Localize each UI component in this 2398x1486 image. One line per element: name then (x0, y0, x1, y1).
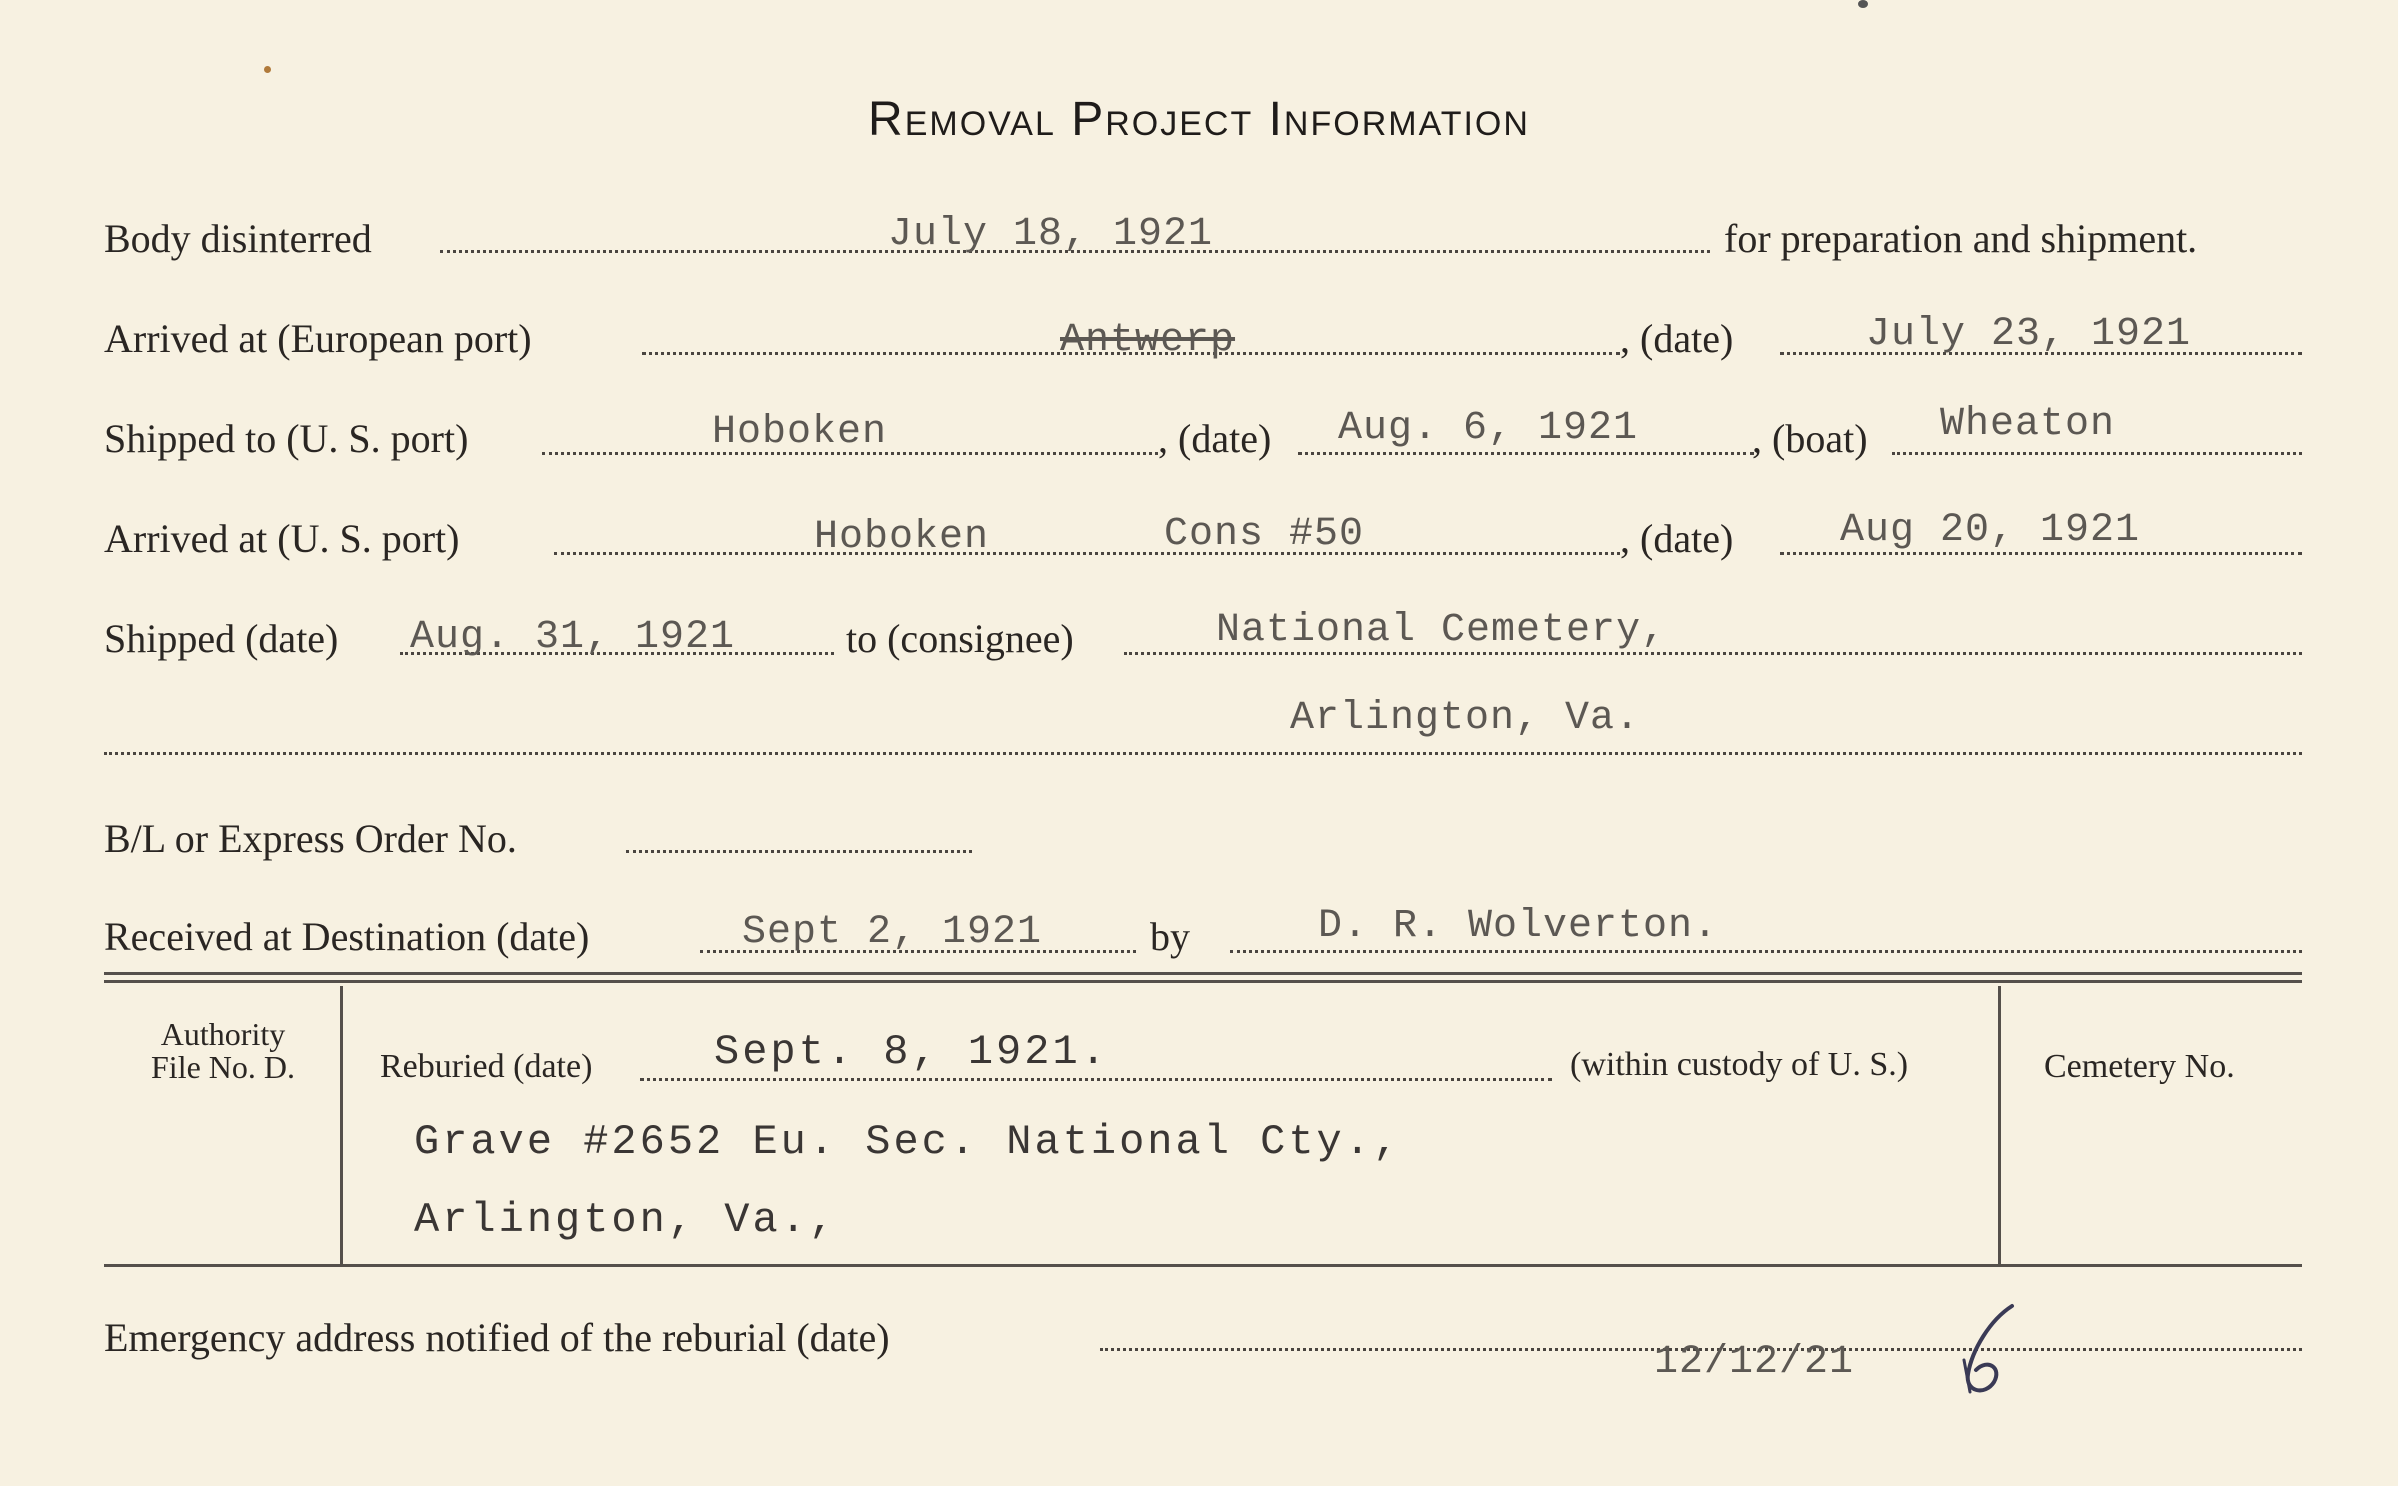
received-date: Sept 2, 1921 (742, 910, 1043, 955)
shipped-us-label: Shipped to (U. S. port) (104, 416, 469, 461)
authority-file (110, 1018, 336, 1084)
box-top-rule (104, 972, 2302, 975)
bl-line (626, 850, 972, 853)
emergency-date: 12/12/21 (1654, 1340, 1855, 1385)
arrived-us-date: Aug 20, 1921 (1840, 508, 2141, 553)
arrived-us-port: Hoboken (814, 515, 990, 560)
consignee-line1: National Cemetery, (1216, 608, 1667, 653)
consignee-line2: Arlington, Va. (1290, 696, 1641, 741)
boat-label: , (boat) (1752, 416, 1868, 461)
shipped-us-date: Aug. 6, 1921 (1338, 406, 1639, 451)
consignee-label: to (consignee) (846, 616, 1074, 661)
received-by: D. R. Wolverton. (1318, 904, 1719, 949)
disinterred-date: July 18, 1921 (888, 212, 1214, 257)
card-title: Removal Project Information (868, 93, 1530, 146)
box-top-rule-2 (104, 980, 2302, 983)
arrived-european-label: Arrived at (European port) (104, 316, 532, 361)
shipped-us-date-label: , (date) (1158, 416, 1272, 461)
box-divider-left (340, 986, 343, 1264)
reburied-line (640, 1078, 1552, 1081)
paper-speck (264, 66, 271, 73)
arrived-us-line (554, 552, 1620, 555)
disinterred-label: Body disinterred (104, 216, 372, 261)
arrived-us-date-label: , (date) (1620, 516, 1734, 561)
grave-line1: Grave #2652 Eu. Sec. National Cty., (414, 1118, 1402, 1166)
box-bottom-rule (104, 1264, 2302, 1267)
emergency-label: Emergency address notified of the reburial (date) (104, 1315, 890, 1360)
consignee-continuation-line (104, 752, 2302, 755)
reburied-label: Reburied (date) (380, 1048, 593, 1085)
box-divider-right (1998, 986, 2001, 1264)
paper-speck (1858, 0, 1868, 8)
arrived-european-date-label: , (date) (1620, 316, 1734, 361)
european-port: Antwerp (1060, 318, 1236, 363)
boat-line (1892, 452, 2302, 455)
disinterred-suffix: for preparation and shipment. (1724, 216, 2198, 261)
cemetery-no-label: Cemetery No. (2044, 1048, 2235, 1085)
shipped-date: Aug. 31, 1921 (410, 615, 736, 660)
grave-line2: Arlington, Va., (414, 1196, 838, 1244)
custody-label: (within custody of U. S.) (1570, 1046, 1909, 1083)
by-label: by (1150, 914, 1190, 959)
arrived-us-label: Arrived at (U. S. port) (104, 516, 460, 561)
reburied-date: Sept. 8, 1921. (714, 1028, 1109, 1076)
received-label: Received at Destination (date) (104, 914, 590, 959)
cons-number: Cons #50 (1164, 512, 1365, 557)
shipped-us-date-line (1298, 452, 1754, 455)
bl-label: B/L or Express Order No. (104, 816, 517, 861)
boat-name: Wheaton (1940, 402, 2116, 447)
handwritten-initial-mark (1950, 1300, 2030, 1400)
shipped-label: Shipped (date) (104, 616, 339, 661)
us-port: Hoboken (712, 410, 888, 455)
received-by-line (1230, 950, 2302, 953)
authority-line1: Authority (160, 1016, 286, 1052)
arrived-european-date: July 23, 1921 (1866, 312, 2192, 357)
authority-line2: File No. D. (151, 1049, 295, 1085)
